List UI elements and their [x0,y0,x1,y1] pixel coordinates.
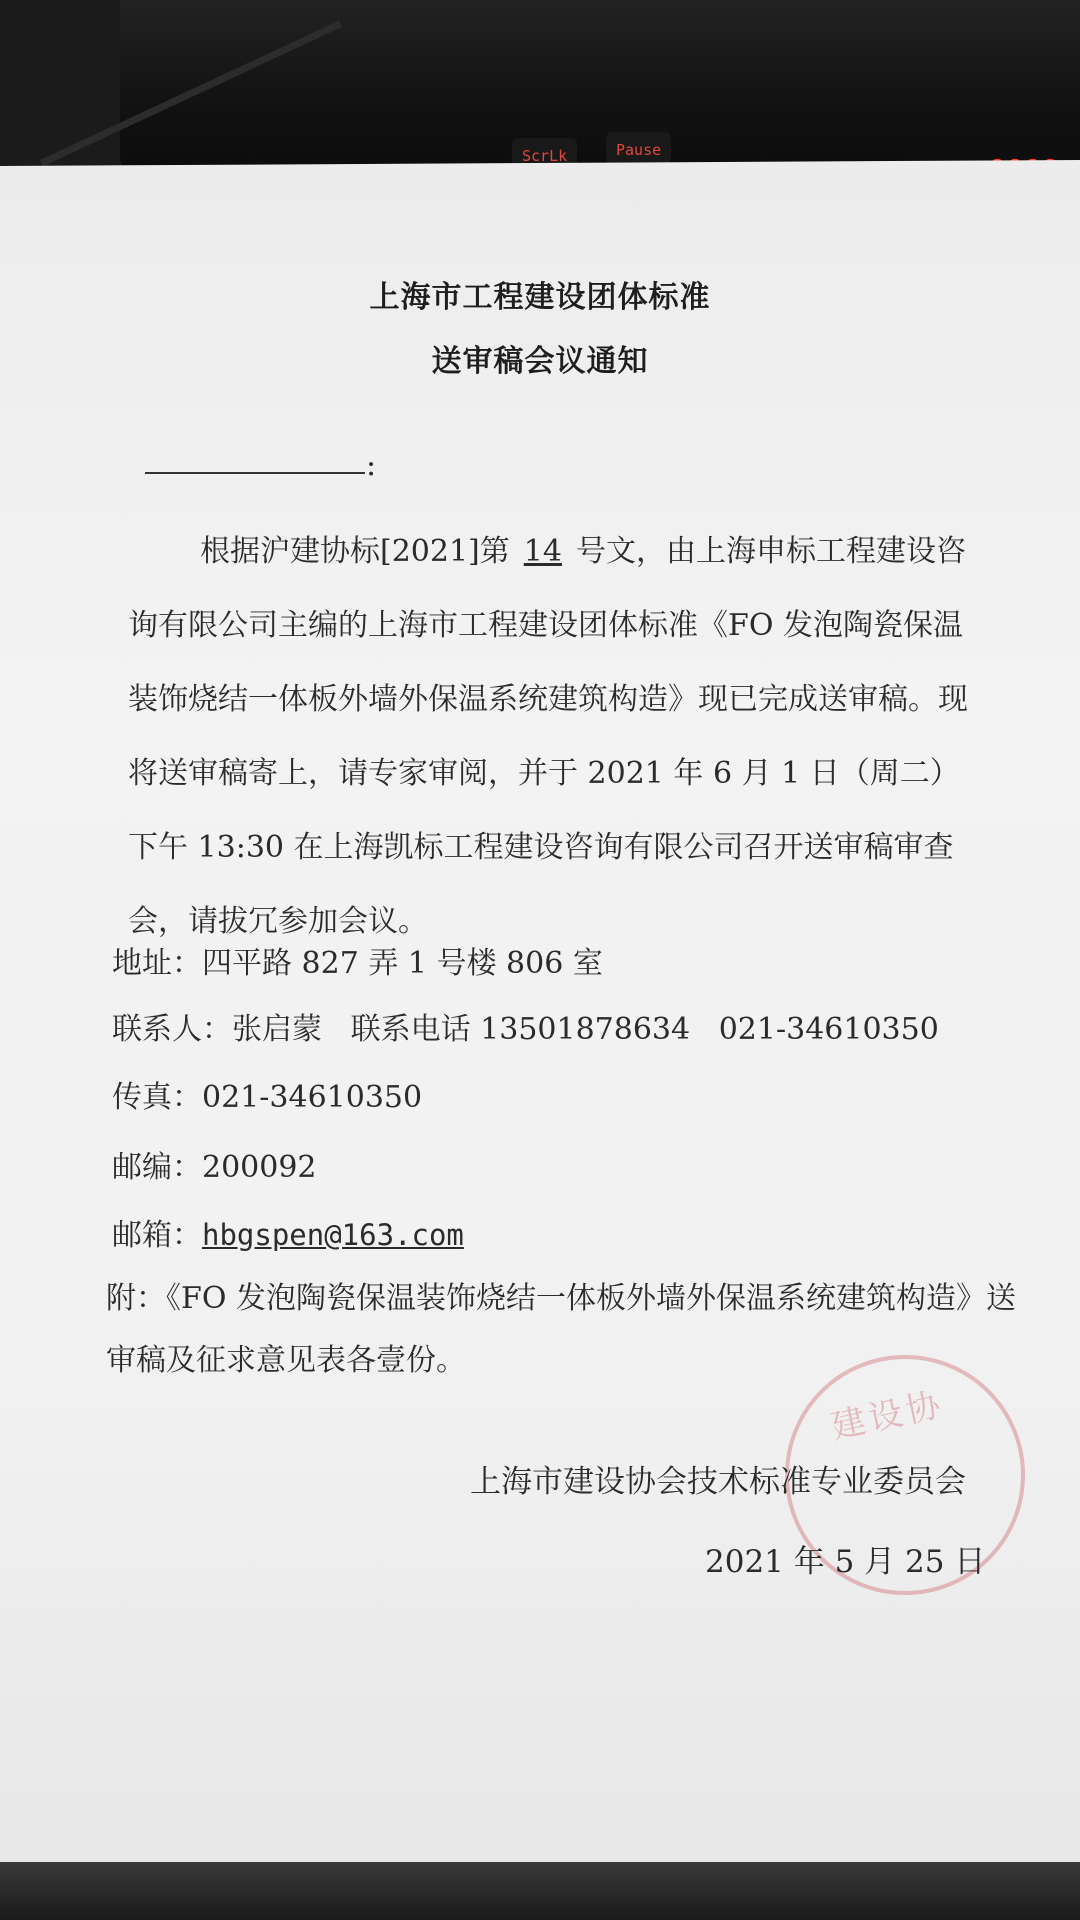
issuing-organization: 上海市建设协会技术标准专业委员会 [470,1464,966,1500]
document-number: 14 [523,534,562,569]
addressee-colon: : [366,448,377,483]
address-line: 地址：四平路 827 弄 1 号楼 806 室 [112,946,603,981]
issue-date: 2021 年 5 月 25 日 [705,1544,986,1580]
addressee-blank [145,452,365,474]
fax-line: 传真：021-34610350 [112,1080,423,1115]
scroll-lock-key: ScrLk [512,138,577,174]
pause-key: Pause [606,132,671,168]
notice-body [128,515,968,959]
document-title: 上海市工程建设团体标准 [369,280,711,315]
body-part-1: 根据沪建协标[2021]第 [200,534,510,569]
contact-line: 联系人：张启蒙 联系电话 13501878634 021-34610350 [112,1012,939,1047]
document-subtitle: 送审稿会议通知 [431,344,649,379]
body-part-2: 号文，由上海申标工程建设咨询有限公司主编的上海市工程建设团体标准《FO 发泡陶瓷保温装饰烧结一体板外墙外保温系统建筑构造》现已完成送审稿。现将送审稿寄上，请专家审阅，并于 2021 年 6 月 1 日（周二）下午 13:30 在上海凯标工程建设咨询有限公司召开送审稿审查会，请拔冗参加会议。 [128,534,968,939]
bottom-surface [0,1862,1080,1920]
attachment-note: 附：《FO 发泡陶瓷保温装饰烧结一体板外墙外保温系统建筑构造》送审稿及征求意见表各壹份。 [106,1281,1016,1378]
email-address: hbgspen@163.com [202,1218,464,1252]
email-label: 邮箱： [112,1218,202,1253]
postcode-line: 邮编：200092 [112,1150,317,1185]
email-line [112,1210,464,1254]
seal-text: 建设协 [827,1384,948,1448]
